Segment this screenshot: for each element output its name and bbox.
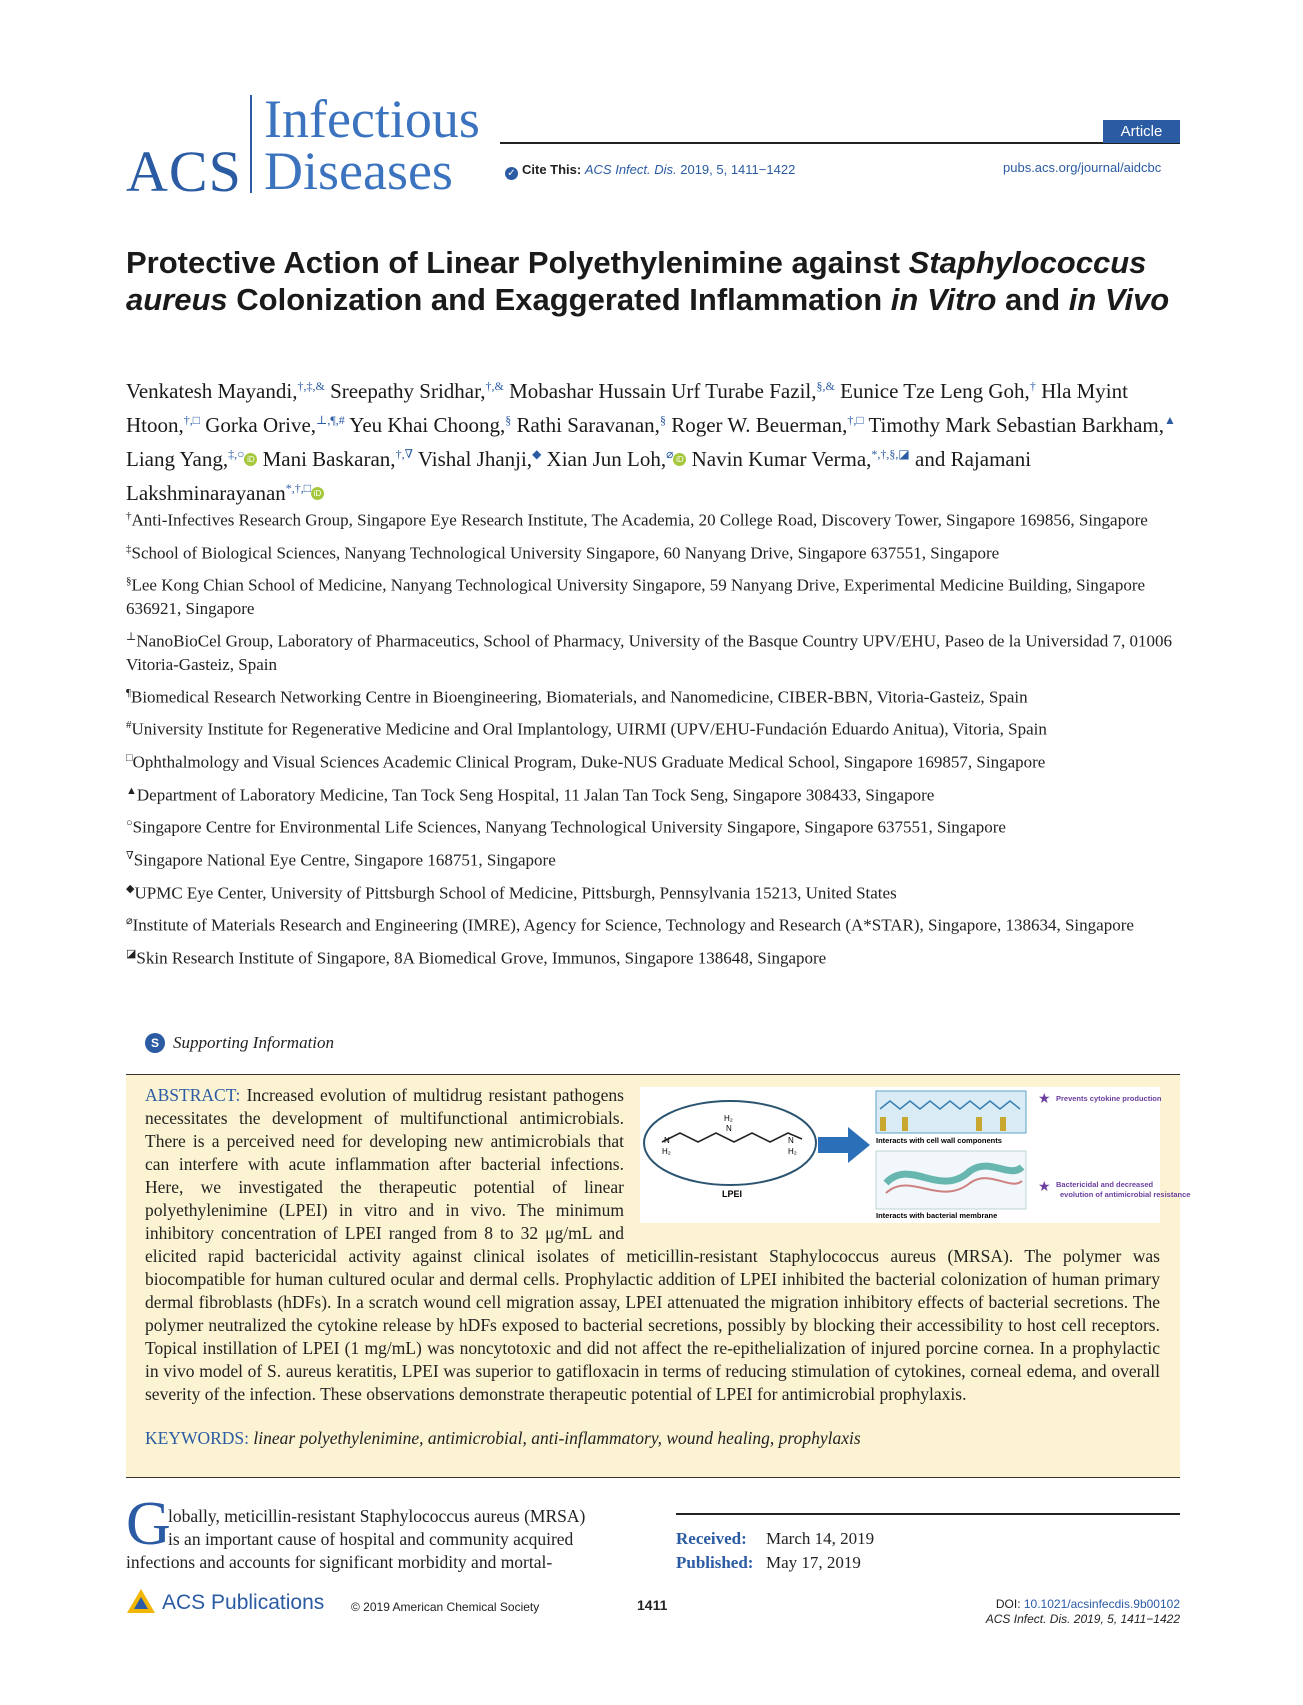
affiliation-mark: ▲ xyxy=(126,784,137,797)
footer-doi xyxy=(860,1597,1180,1627)
affiliation-text: Ophthalmology and Visual Sciences Academic Clinical Program, Duke-NUS Graduate Medical School, Singapore 169857, Singapore xyxy=(132,752,1046,772)
doi-label: DOI: xyxy=(995,1597,1021,1611)
cite-volume[interactable]: 2019, 5, 1411−1422 xyxy=(680,162,796,177)
orcid-icon[interactable]: iD xyxy=(311,487,324,500)
affiliation xyxy=(126,845,1186,872)
page-number: 1411 xyxy=(637,1597,668,1613)
author: Gorka Orive, xyxy=(205,413,317,437)
header-rule xyxy=(500,142,1180,144)
effect-bactericidal-1: Bactericidal and decreased xyxy=(1056,1180,1154,1189)
affiliation xyxy=(126,780,1186,807)
affiliation-text: NanoBioCel Group, Laboratory of Pharmaceutics, School of Pharmacy, University of the Basque Country UPV/EHU, Paseo de la Universidad 7, 01006 Vitoria-Gasteiz, Spain xyxy=(126,631,1173,674)
affiliation-text: School of Biological Sciences, Nanyang Technological University Singapore, 60 Nanyang Drive, Singapore 637551, Singapore xyxy=(131,543,1000,563)
affiliation-mark: ¶ xyxy=(126,686,131,699)
supporting-info-icon: S xyxy=(145,1033,165,1053)
author-affiliation-marks: ◆ xyxy=(532,447,542,461)
lpei-h2-right: H₂ xyxy=(788,1147,797,1156)
check-icon: ✓ xyxy=(505,167,518,180)
supporting-information-link[interactable] xyxy=(145,1033,334,1053)
author-affiliation-marks: ⌀ xyxy=(666,447,674,461)
author-affiliation-marks: †,‡,& xyxy=(297,379,325,393)
author: Rathi Saravanan, xyxy=(516,413,660,437)
toc-graphic xyxy=(640,1087,1191,1223)
affiliation xyxy=(126,910,1186,937)
acs-logo: ACS xyxy=(126,139,242,204)
journal-name-line2: Diseases xyxy=(264,141,453,201)
cite-label: Cite This: xyxy=(522,162,582,177)
author-affiliation-marks: ▲ xyxy=(1164,413,1176,427)
abstract-label: ABSTRACT: xyxy=(145,1085,241,1105)
receptor-bar-2 xyxy=(902,1117,908,1131)
lpei-chain xyxy=(662,1133,802,1142)
author: Roger W. Beuerman, xyxy=(671,413,848,437)
effect-bactericidal-2: evolution of antimicrobial resistance xyxy=(1060,1190,1191,1199)
abstract xyxy=(145,1084,1191,1406)
author-affiliation-marks: † xyxy=(1029,379,1036,393)
affiliation-mark: ⊥ xyxy=(126,630,137,643)
affiliation-mark: ◪ xyxy=(126,947,137,960)
affiliation-text: Anti-Infectives Research Group, Singapore Eye Research Institute, The Academia, 20 College Road, Discovery Tower, Singapore 169856, Singapore xyxy=(131,510,1148,530)
orcid-icon[interactable]: iD xyxy=(244,453,257,466)
affiliation xyxy=(126,626,1186,676)
author: Mobashar Hussain Urf Turabe Fazil, xyxy=(509,379,817,403)
affiliation xyxy=(126,943,1186,970)
author: Vishal Jhanji, xyxy=(417,447,533,471)
author-affiliation-marks: *,†,§,◪ xyxy=(871,447,910,461)
affiliation xyxy=(126,505,1186,532)
publication-dates xyxy=(676,1527,874,1575)
cite-journal[interactable]: ACS Infect. Dis. xyxy=(584,162,677,177)
drop-cap: G xyxy=(126,1490,171,1558)
affiliation xyxy=(126,747,1186,774)
received-date: March 14, 2019 xyxy=(766,1529,875,1548)
author-affiliation-marks: § xyxy=(505,413,512,427)
star-icon-1: ★ xyxy=(1038,1092,1051,1107)
dates-rule xyxy=(676,1513,1180,1515)
author: Liang Yang, xyxy=(126,447,229,471)
author: Navin Kumar Verma, xyxy=(691,447,872,471)
article-type-badge: Article xyxy=(1103,120,1180,143)
keywords xyxy=(145,1428,1160,1449)
receptor-bar-3 xyxy=(976,1117,982,1131)
author: and Rajamani Lakshminarayanan xyxy=(126,447,1032,505)
arrow-right-icon xyxy=(818,1127,870,1163)
keywords-label: KEYWORDS: xyxy=(145,1428,250,1448)
affiliation-text: Institute of Materials Research and Engineering (IMRE), Agency for Science, Technology and Research (A*STAR), Singapore, 138634, Singapore xyxy=(132,915,1134,935)
published-date: May 17, 2019 xyxy=(766,1553,861,1572)
toc-svg xyxy=(640,1087,1191,1223)
receptor-bar-4 xyxy=(1000,1117,1006,1131)
lpei-h2-left: H₂ xyxy=(662,1147,671,1156)
affiliation-mark: ◆ xyxy=(126,882,135,895)
affiliations xyxy=(126,505,1186,976)
author-affiliation-marks: ⊥,¶,# xyxy=(316,413,345,427)
acs-publications-logo[interactable] xyxy=(126,1588,324,1615)
author: Eunice Tze Leng Goh, xyxy=(840,379,1030,403)
author-affiliation-marks: *,†,□ xyxy=(285,481,312,495)
affiliation-mark: ∇ xyxy=(126,849,134,862)
body-line-1: lobally, meticillin-resistant Staphylococcus aureus (MRSA) xyxy=(168,1506,586,1526)
doi-link[interactable]: 10.1021/acsinfecdis.9b00102 xyxy=(1023,1597,1180,1611)
author: Timothy Mark Sebastian Barkham, xyxy=(868,413,1164,437)
author: Mani Baskaran, xyxy=(262,447,396,471)
acs-publications-label: ACS Publications xyxy=(162,1591,325,1614)
author: Venkatesh Mayandi, xyxy=(126,379,298,403)
journal-url-link[interactable]: pubs.acs.org/journal/aidcbc xyxy=(1003,160,1162,175)
affiliation-text: Singapore Centre for Environmental Life Sciences, Nanyang Technological University Singapore, Singapore 637551, Singapore xyxy=(132,817,1006,837)
affiliation-mark: † xyxy=(126,510,132,522)
affiliation-text: Singapore National Eye Centre, Singapore 168751, Singapore xyxy=(133,850,556,870)
author: Hla Myint Htoon, xyxy=(126,379,1128,437)
affiliation-mark: § xyxy=(126,575,132,588)
affiliation-text: Skin Research Institute of Singapore, 8A Biomedical Grove, Immunos, Singapore 138648, Singapore xyxy=(136,948,827,968)
author-affiliation-marks: ‡,○ xyxy=(228,447,245,461)
author-affiliation-marks: § xyxy=(659,413,666,427)
affiliation xyxy=(126,714,1186,741)
affiliation-mark: # xyxy=(126,719,132,732)
supporting-info-label[interactable]: Supporting Information xyxy=(173,1033,335,1052)
author-affiliation-marks: †,□ xyxy=(183,413,200,427)
author: Sreepathy Sridhar, xyxy=(330,379,486,403)
author-affiliation-marks: §,& xyxy=(816,379,835,393)
abstract-body: Increased evolution of multidrug resistant pathogens necessitates the development of multifunctional antimicrobials. There is a perceived need for developing new antimicrobials that can interfere with acute inflammation after bacterial infections. Here, we investigated the therapeutic potential of linear polyethylenimine (LPEI) in vitro and in vivo. The minimum inhibitory concentration of LPEI ranged from 8 to 32 μg/mL and elicited rapid bactericidal activity against clinical isolates of meticillin-resistant Staphylococcus aureus (MRSA). The polymer was biocompatible for human cultured ocular and dermal cells. Prophylactic addition of LPEI inhibited the bacterial colonization of human primary dermal fibroblasts (hDFs). In a scratch wound cell migration assay, LPEI attenuated the migration inhibitory effects of bacterial secretions. The polymer neutralized the cytokine release by hDFs exposed to bacterial secretions, possibly by blocking their accessibility to host cell receptors. Topical instillation of LPEI (1 mg/mL) was noncytotoxic and did not affect the re-epithelialization of injured porcine cornea. In a prophylactic in vivo model of S. aureus keratitis, LPEI was superior to gatifloxacin in terms of reducing stimulation of cytokines, corneal edema, and overall severity of the infection. These observations demonstrate therapeutic potential of LPEI for antimicrobial prophylaxis. xyxy=(145,1085,1160,1404)
orcid-icon[interactable]: iD xyxy=(673,453,686,466)
lpei-n-left: N xyxy=(664,1136,670,1145)
cite-this[interactable] xyxy=(505,162,795,180)
lpei-n-right: N xyxy=(788,1136,794,1145)
author: Yeu Khai Choong, xyxy=(349,413,506,437)
affiliation-mark: ‡ xyxy=(126,542,132,555)
affiliation-text: UPMC Eye Center, University of Pittsburgh School of Medicine, Pittsburgh, Pennsylvania 15213, United States xyxy=(134,883,897,903)
affiliation-mark: □ xyxy=(126,751,133,764)
logo-divider xyxy=(250,95,252,193)
affiliation xyxy=(126,538,1186,565)
affiliation-text: University Institute for Regenerative Medicine and Oral Implantology, UIRMI (UPV/EHU-Fundación Eduardo Anitua), Vitoria, Spain xyxy=(131,719,1047,739)
author-affiliation-marks: †,□ xyxy=(847,413,864,427)
paper-title: Protective Action of Linear Polyethylenimine against Staphylococcus aureus Colonization and Exaggerated Inflammation in Vitro and in Vivo xyxy=(126,245,1170,317)
affiliation xyxy=(126,570,1186,620)
lpei-h2-top: H₂ xyxy=(724,1114,733,1123)
affiliation-text: Department of Laboratory Medicine, Tan Tock Seng Hospital, 11 Jalan Tan Tock Seng, Singapore 308433, Singapore xyxy=(136,785,935,805)
body-line-3: infections and accounts for significant morbidity and mortal- xyxy=(126,1552,553,1572)
body-text xyxy=(126,1505,626,1574)
star-icon-2: ★ xyxy=(1038,1180,1051,1195)
published-label: Published: xyxy=(676,1553,754,1572)
affiliation-mark: ○ xyxy=(126,817,133,830)
receptor-bar-1 xyxy=(880,1117,886,1131)
affiliation-text: Biomedical Research Networking Centre in Bioengineering, Biomaterials, and Nanomedicine, CIBER-BBN, Vitoria-Gasteiz, Spain xyxy=(130,687,1028,707)
keywords-list: linear polyethylenimine, antimicrobial, anti-inflammatory, wound healing, prophylaxis xyxy=(253,1428,861,1448)
affiliation xyxy=(126,682,1186,709)
footer-citation: ACS Infect. Dis. 2019, 5, 1411−1422 xyxy=(985,1612,1180,1626)
effect-cytokine: Prevents cytokine production xyxy=(1056,1094,1162,1103)
lpei-label: LPEI xyxy=(722,1189,743,1199)
membrane-caption: Interacts with cell wall components xyxy=(876,1136,1002,1145)
body-line-2: is an important cause of hospital and community acquired xyxy=(168,1529,574,1549)
affiliation-text: Lee Kong Chian School of Medicine, Nanyang Technological University Singapore, 59 Nanyang Drive, Experimental Medicine Building, Singapore 636921, Singapore xyxy=(126,575,1146,618)
author-list xyxy=(126,372,1186,508)
lpei-n-top: N xyxy=(726,1124,732,1133)
journal-name-line1: Infectious xyxy=(264,89,480,149)
bacteria-caption: Interacts with bacterial membrane xyxy=(876,1211,998,1220)
affiliation-mark: ⌀ xyxy=(126,915,133,928)
received-label: Received: xyxy=(676,1529,747,1548)
author: Xian Jun Loh, xyxy=(546,447,667,471)
acs-hexagon-icon xyxy=(126,1588,156,1614)
author-affiliation-marks: †,& xyxy=(485,379,504,393)
affiliation xyxy=(126,812,1186,839)
author-affiliation-marks: †,∇ xyxy=(395,447,413,461)
copyright: © 2019 American Chemical Society xyxy=(351,1600,540,1614)
affiliation xyxy=(126,878,1186,905)
